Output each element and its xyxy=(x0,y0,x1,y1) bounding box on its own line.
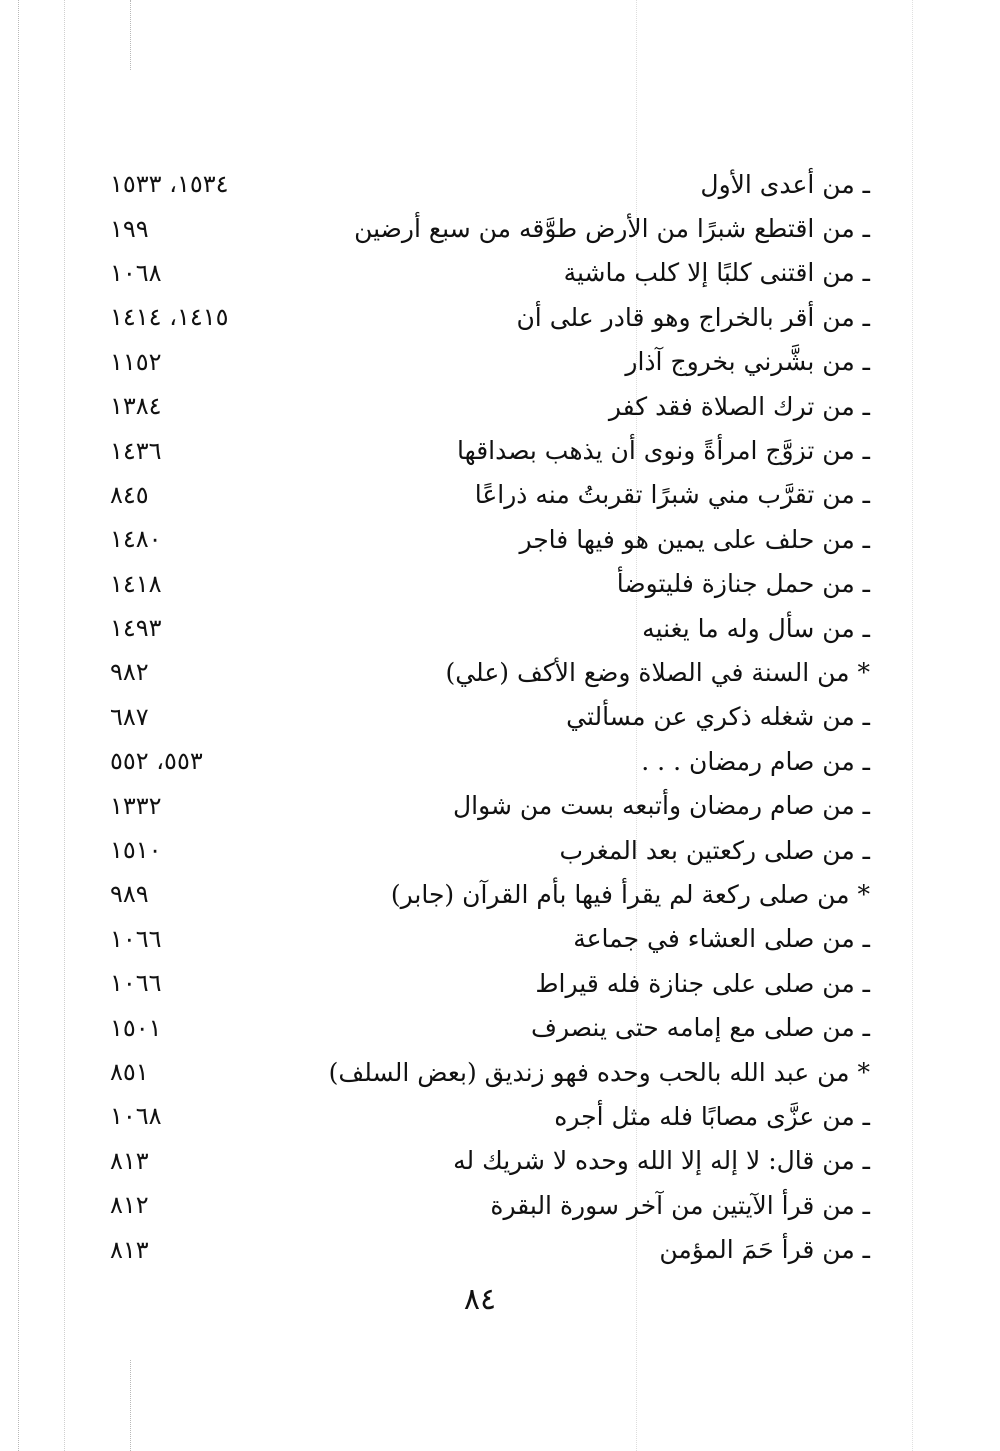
entry-reference: ١٤١٥، ١٤١٤ xyxy=(110,303,229,332)
index-entry xyxy=(110,428,870,472)
entry-reference: ١٣٨٤ xyxy=(110,392,162,421)
entry-reference: ١٤٨٠ xyxy=(110,525,162,554)
scan-artifact-line xyxy=(64,0,65,1451)
index-entry xyxy=(110,517,870,561)
entry-reference: ١٥٣٤، ١٥٣٣ xyxy=(110,170,229,199)
entry-reference: ٨١٣ xyxy=(110,1146,149,1175)
entry-reference: ٩٨٩ xyxy=(110,880,149,909)
index-entry xyxy=(110,473,870,517)
entry-reference: ٨١٣ xyxy=(110,1235,149,1264)
entry-reference: ١٠٦٨ xyxy=(110,258,162,287)
entry-reference: ٥٥٣، ٥٥٢ xyxy=(110,747,203,776)
index-entry xyxy=(110,783,870,827)
entry-reference: ١٤٩٣ xyxy=(110,614,162,643)
index-entry xyxy=(110,1094,870,1138)
entry-reference: ٨١٢ xyxy=(110,1191,149,1220)
index-entry xyxy=(110,650,870,694)
entry-reference: ١٩٩ xyxy=(110,214,149,243)
entry-text: ـ من صلى ركعتين بعد المغرب xyxy=(559,835,870,865)
entry-reference: ٨٤٥ xyxy=(110,480,149,509)
entry-reference: ١١٥٢ xyxy=(110,347,162,376)
entry-text: ـ من صلى على جنازة فله قيراط xyxy=(535,968,870,998)
entry-text: ـ من أقر بالخراج وهو قادر على أن xyxy=(516,302,870,332)
entry-text: ـ من حمل جنازة فليتوضأ xyxy=(616,569,870,599)
entry-text: * من السنة في الصلاة وضع الأكف (علي) xyxy=(445,657,870,687)
index-entry xyxy=(110,695,870,739)
entry-reference: ٩٨٢ xyxy=(110,658,149,687)
entry-reference: ٦٨٧ xyxy=(110,702,149,731)
index-entry xyxy=(110,206,870,250)
index-entry xyxy=(110,828,870,872)
index-entry xyxy=(110,961,870,1005)
entry-text: ـ من صلى العشاء في جماعة xyxy=(573,924,870,954)
index-entry xyxy=(110,872,870,916)
index-entry xyxy=(110,340,870,384)
entry-text: * من عبد الله بالحب وحده فهو زنديق (بعض السلف) xyxy=(328,1057,870,1087)
index-entry xyxy=(110,1139,870,1183)
entry-text: ـ من شغله ذكري عن مسألتي xyxy=(566,702,870,732)
index-entry xyxy=(110,295,870,339)
scan-artifact-line xyxy=(18,0,19,1451)
entry-text: ـ من صام رمضان . . . xyxy=(641,746,870,776)
entry-text: ـ من صلى مع إمامه حتى ينصرف xyxy=(531,1013,870,1043)
scan-artifact-line xyxy=(130,0,131,70)
index-entry xyxy=(110,162,870,206)
entry-text: ـ من صام رمضان وأتبعه بست من شوال xyxy=(452,791,870,821)
entry-reference: ١٤٣٦ xyxy=(110,436,162,465)
index-entry xyxy=(110,251,870,295)
entry-text: ـ من ترك الصلاة فقد كفر xyxy=(608,391,870,421)
entry-text: ـ من اقتطع شبرًا من الأرض طوَّقه من سبع أرضين xyxy=(354,214,870,244)
entry-text: ـ من تزوَّج امرأةً ونوى أن يذهب بصداقها xyxy=(457,436,870,466)
entry-reference: ١٣٣٢ xyxy=(110,791,162,820)
entry-text: * من صلى ركعة لم يقرأ فيها بأم القرآن (جابر) xyxy=(390,879,870,909)
entry-text: ـ من قال: لا إله إلا الله وحده لا شريك له xyxy=(453,1146,870,1176)
index-entry xyxy=(110,562,870,606)
entry-text: ـ من سأل وله ما يغنيه xyxy=(642,613,870,643)
entry-reference: ١٠٦٦ xyxy=(110,969,162,998)
entry-text: ـ من تقرَّب مني شبرًا تقربتُ منه ذراعًا xyxy=(474,480,870,510)
entry-reference: ١٥١٠ xyxy=(110,836,162,865)
index-entry xyxy=(110,1227,870,1271)
entry-text: ـ من قرأ الآيتين من آخر سورة البقرة xyxy=(490,1190,870,1220)
index-entry xyxy=(110,384,870,428)
entry-reference: ١٥٠١ xyxy=(110,1013,162,1042)
entry-reference: ١٤١٨ xyxy=(110,569,162,598)
index-entry xyxy=(110,917,870,961)
index-entry xyxy=(110,739,870,783)
entry-text: ـ من حلف على يمين هو فيها فاجر xyxy=(519,524,870,554)
hadith-index-list xyxy=(110,162,870,1272)
entry-text: ـ من بشَّرني بخروج آذار xyxy=(625,347,870,377)
scan-artifact-line xyxy=(912,0,913,1451)
entry-reference: ٨٥١ xyxy=(110,1058,149,1086)
index-entry xyxy=(110,1050,870,1094)
scan-artifact-line xyxy=(130,1360,131,1451)
entry-reference: ١٠٦٨ xyxy=(110,1102,162,1131)
entry-text: ـ من عزَّى مصابًا فله مثل أجره xyxy=(554,1101,870,1131)
entry-reference: ١٠٦٦ xyxy=(110,924,162,953)
index-entry xyxy=(110,1005,870,1049)
entry-text: ـ من أعدى الأول xyxy=(700,169,870,199)
page-number: ٨٤ xyxy=(463,1282,497,1317)
index-entry xyxy=(110,1183,870,1227)
index-entry xyxy=(110,606,870,650)
entry-text: ـ من اقتنى كلبًا إلا كلب ماشية xyxy=(563,258,870,288)
entry-text: ـ من قرأ حَمَ المؤمن xyxy=(659,1235,870,1265)
